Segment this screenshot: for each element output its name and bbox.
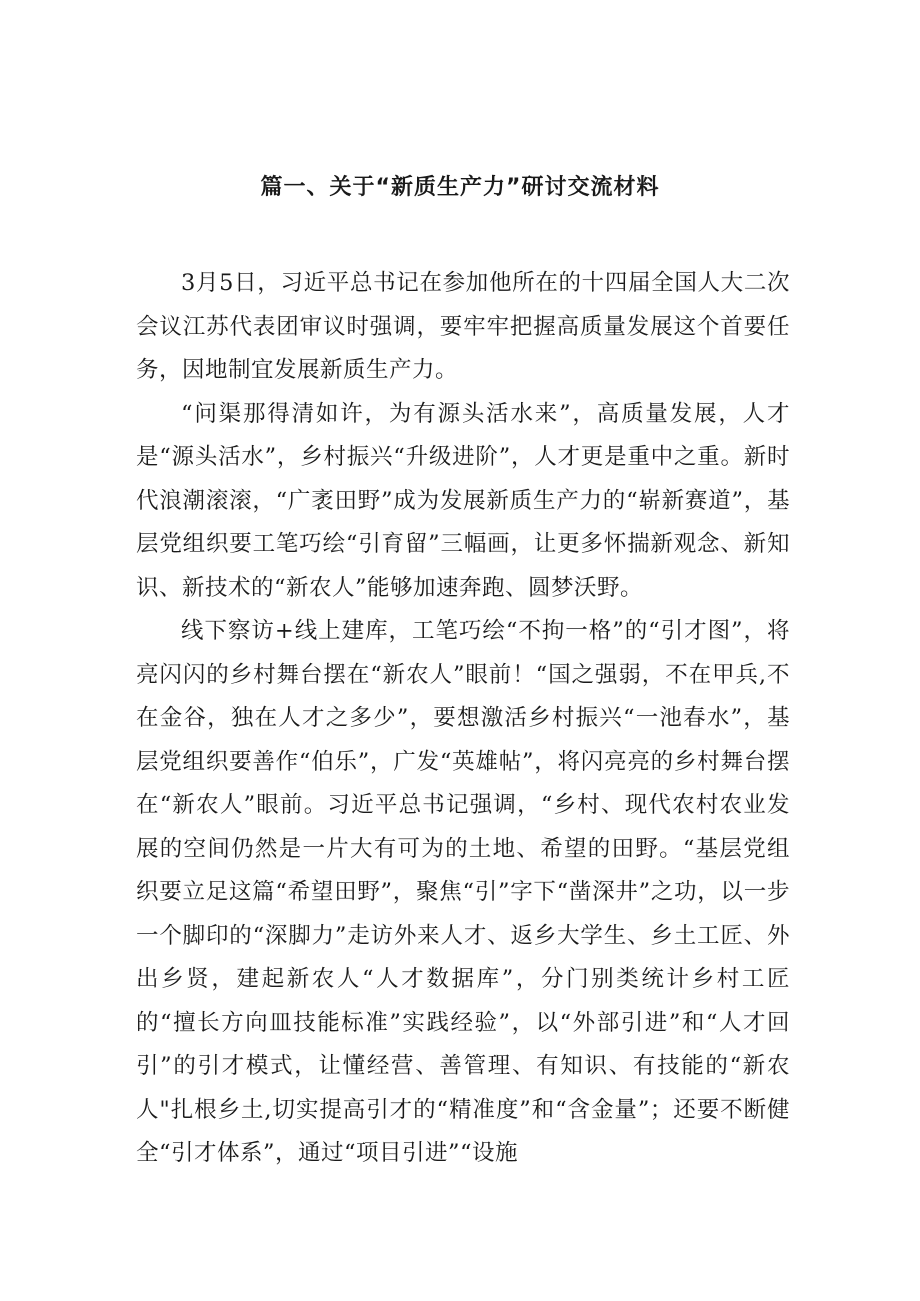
document-title: 篇一、关于“新质生产力”研讨交流材料 [260, 175, 660, 200]
document-body [136, 262, 790, 1176]
paragraph-1: 3月5日，习近平总书记在参加他所在的十四届全国人大二次会议江苏代表团审议时强调，要牢牢把握高质量发展这个首要任务，因地制宜发展新质生产力。 [136, 270, 790, 383]
paragraph-2: “问渠那得清如许，为有源头活水来”，高质量发展，人才是“源头活水”，乡村振兴“升级进阶”，人才更是重中之重。新时代浪潮滚滚，“广袤田野”成为发展新质生产力的“崭新赛道”，基层党组织要工笔巧绘“引育留”三幅画，让更多怀揣新观念、新知识、新技术的“新农人”能够加速奔跑、圆梦沃野。 [136, 400, 790, 601]
paragraph-3: 线下察访+线上建库，工笔巧绘“不拘一格”的“引才图”，将亮闪闪的乡村舞台摆在“新农人”眼前！“国之强弱，不在甲兵,不在金谷，独在人才之多少”，要想激活乡村振兴“一池春水”，基层党组织要善作“伯乐”，广发“英雄帖”，将闪亮亮的乡村舞台摆在“新农人”眼前。习近平总书记强调，“乡村、现代农村农业发展的空间仍然是一片大有可为的土地、希望的田野。“基层党组织要立足这篇“希望田野”，聚焦“引”字下“凿深井”之功，以一步一个脚印的“深脚力”走访外来人才、返乡大学生、乡土工匠、外出乡贤，建起新农人“人才数据库”，分门别类统计乡村工匠的“擅长方向皿技能标准”实践经验”，以“外部引进”和“人才回引”的引才模式，让懂经营、善管理、有知识、有技能的“新农人"扎根乡土,切实提高引才的“精准度”和“含金量”；还要不断健全“引才体系”，通过“项目引进”“设施 [136, 618, 790, 1166]
